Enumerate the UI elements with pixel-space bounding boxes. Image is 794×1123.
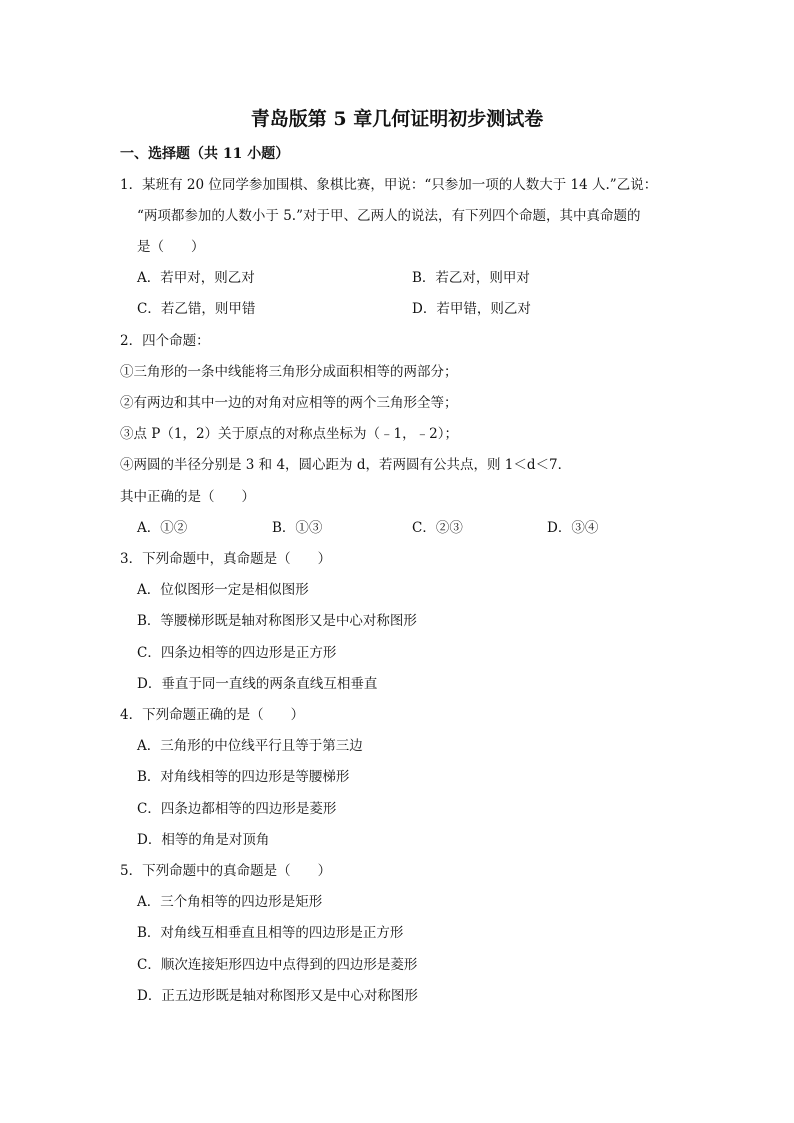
question-5-option-a: A．三个角相等的四边形是矩形: [137, 894, 323, 910]
question-5-option-c: C．顺次连接矩形四边中点得到的四边形是菱形: [137, 957, 418, 973]
question-2-option-d: D．③④: [547, 520, 599, 536]
question-5-option-b: B．对角线互相垂直且相等的四边形是正方形: [137, 925, 404, 941]
question-5-stem: 5．下列命题中的真命题是（ ）: [120, 863, 332, 879]
question-2-option-a: A．①②: [137, 520, 188, 536]
question-2-statement-2: ②有两边和其中一边的对角对应相等的两个三角形全等；: [120, 395, 458, 411]
question-2-stem: 2．四个命题：: [120, 333, 210, 349]
question-2-ask: 其中正确的是（ ）: [120, 489, 255, 505]
question-1-line-1: 1．某班有 20 位同学参加围棋、象棋比赛，甲说：“只参加一项的人数大于 14 人.”乙说：: [120, 177, 658, 193]
question-4-option-d: D．相等的角是对顶角: [137, 832, 270, 848]
question-1-option-d: D．若甲错，则乙对: [412, 301, 531, 317]
question-1-line-2: “两项都参加的人数小于 5.”对于甲、乙两人的说法，有下列四个命题，其中真命题的: [137, 208, 641, 224]
question-2-statement-3: ③点 P（1，2）关于原点的对称点坐标为（﹣1，﹣2）；: [120, 426, 458, 442]
question-3-stem: 3．下列命题中，真命题是（ ）: [120, 551, 332, 567]
question-5-option-d: D．正五边形既是轴对称图形又是中心对称图形: [137, 988, 418, 1004]
question-2-option-b: B．①③: [272, 520, 323, 536]
question-1-option-b: B．若乙对，则甲对: [412, 270, 530, 286]
question-4-stem: 4．下列命题正确的是（ ）: [120, 707, 305, 723]
question-3-option-b: B．等腰梯形既是轴对称图形又是中心对称图形: [137, 613, 417, 629]
question-1-line-3: 是（ ）: [137, 239, 205, 255]
question-4-option-b: B．对角线相等的四边形是等腰梯形: [137, 769, 350, 785]
question-4-option-c: C．四条边都相等的四边形是菱形: [137, 801, 337, 817]
question-3-option-d: D．垂直于同一直线的两条直线互相垂直: [137, 676, 378, 692]
question-2-statement-4: ④两圆的半径分别是 3 和 4，圆心距为 d，若两圆有公共点，则 1＜d＜7．: [120, 457, 572, 473]
question-4-option-a: A．三角形的中位线平行且等于第三边: [137, 738, 363, 754]
question-3-option-a: A．位似图形一定是相似图形: [137, 582, 309, 598]
question-2-statement-1: ①三角形的一条中线能将三角形分成面积相等的两部分；: [120, 364, 458, 380]
page-title: 青岛版第 5 章几何证明初步测试卷: [250, 108, 544, 130]
question-1-option-a: A．若甲对，则乙对: [137, 270, 255, 286]
section-heading: 一、选择题（共 11 小题）: [120, 146, 290, 162]
question-2-option-c: C．②③: [412, 520, 463, 536]
question-1-option-c: C．若乙错，则甲错: [137, 301, 256, 317]
question-3-option-c: C．四条边相等的四边形是正方形: [137, 645, 337, 661]
